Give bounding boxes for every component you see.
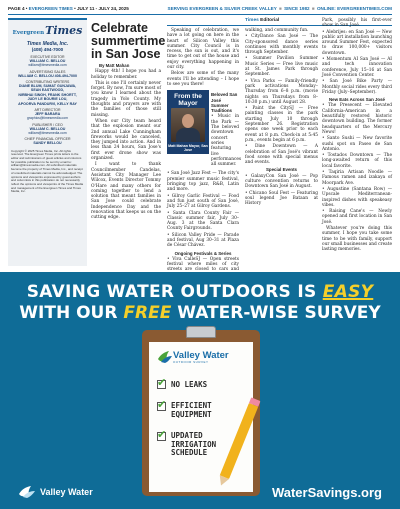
staff-person: SEAN EASTWOOD, [30, 88, 65, 93]
header-separator: ■ [279, 6, 282, 11]
from-the-mayor-box [167, 90, 209, 154]
mayor-portrait [171, 108, 205, 142]
section-title [245, 18, 279, 23]
ad-headline-easy: EASY [322, 282, 374, 302]
header-brand[interactable]: EVERGREEN TIMES [28, 6, 73, 11]
header-left [8, 6, 129, 11]
closing-paragraph: Whatever you're doing this summer, I hope you take some time to be with family, support our small businesses and create lasting memories. [322, 225, 392, 253]
article-paragraph: I want to thank Councilmember Candelas, Assistant City Manager Lee Wilcox, Events Director Tommy O'Hare and many others for coming together to lend a solution that meant families in San Jose could celebrate Independence Day and the renovation that keeps us on the cutting edge. [91, 162, 161, 221]
checklist-paper [149, 342, 253, 492]
restaurant-item: • Augustine (Santana Row) — Upscale Mediterranean-inspired dishes with speakeasy vibes. [322, 186, 392, 208]
article-headline: Celebrate summertime in San Jose [91, 21, 166, 61]
header-online[interactable]: ONLINE: EVERGREENTIMES.COM [316, 6, 392, 11]
clipboard-clip [186, 326, 216, 338]
staff-person: JUDY LE BOURIE LOU, [27, 97, 68, 102]
staff-person: WILLIAM C. BELLOU [29, 126, 66, 131]
ongoing-subheading: Ongoing Festivals & Series [174, 250, 232, 256]
paper-logo-text: Valley Water [173, 349, 229, 361]
section-title-rest: Editorial [258, 18, 280, 23]
events-subheading: Beloved San José Summer Traditions [211, 92, 238, 114]
publisher-phone[interactable]: (408) 494-7000 [31, 47, 64, 52]
event-item: • Summer Pavilion Summer Music Series — Free live music at St. James Park through September. [245, 56, 318, 78]
staff-block-writers [11, 80, 84, 106]
header-separator: ■ [311, 6, 315, 11]
staff-block-executive-editor [11, 55, 84, 68]
from-the-mayor-feature [167, 90, 242, 168]
restaurant-item: • Raising Cane's — Newly opened and first location in San José. [322, 209, 392, 225]
staff-block-publisher [11, 123, 84, 136]
water-drop-icon [157, 350, 173, 364]
staff-block-cfo [11, 137, 84, 145]
restaurant-item: • The Presecent — Elevated California-American in a beautifully restored historic downtown building. The former headquarters of the Mercury News! [322, 103, 392, 135]
staff-role: ART DIRECTOR [34, 108, 61, 113]
event-item: • Dine Downtown — A celebration of San José's vibrant food scene with special menus and events. [245, 144, 318, 166]
logo-main: Times [45, 24, 83, 37]
article-paragraph: Speaking of celebration, we have a lot going on here in the heart of Silicon Valley this summer. City Council is in recess, the sun is out, and it's time to get out of the house and enjoy everything happening in our city. [167, 28, 239, 71]
header-rule [8, 14, 392, 15]
event-item: • Paint the CitySJ — Free painting classes in the park starting July 10 through September 26. Registration opens one week prior to each event at 8 p.m. Check-in at 5:45 p.m., events begin at 6 p.m. [245, 106, 318, 143]
article-byline: By Matt Mahan [99, 63, 130, 68]
event-item: • Viva CalleSJ — Open streets festival where miles of city streets are closed to cars and [167, 256, 239, 273]
publisher-name: Times Media, Inc. [26, 41, 69, 47]
event-item: • Music in the Park — The beloved downtown concert series featuring live performances all summer. [211, 114, 242, 168]
paper-logo [157, 350, 229, 364]
portrait-face [182, 114, 194, 128]
checklist-item: EFFICIENT EQUIPMENT [171, 401, 212, 419]
event-item: • Gilroy Garlic Festival — Food and fun just south of San José, July 25–27 at Gilroy Gardens. [167, 193, 239, 210]
feature-side-text [211, 90, 242, 168]
staff-block-art-director [11, 108, 84, 121]
article-column-3 [245, 28, 318, 208]
ad-headline-b1: WITH OUR [19, 303, 124, 323]
checkmark-icon: ✔ [157, 376, 167, 389]
article-paragraph: When our City team heard that the explosion meant our 2nd annual Lake Cunningham fireworks would be canceled, they jumped into action. And in less than 24 hours, San Jose's first ever drone show was organized. [91, 118, 161, 162]
ad-headline-line-1 [0, 282, 400, 302]
header-right [168, 6, 392, 11]
copyright-notice: Copyright © 2025 Times Media, Inc. All rights reserved. The Evergreen Times prints letters to the editor and submissions of guest articles and columns for possible publication to be sent by email to: william@timesmedia.com. All submitted materials become the property of Times Media, Inc., and receipt of unsolicited materials cannot be acknowledged. The opinions and viewpoints expressed by guest authors and columnists in this publication do not necessarily reflect the opinions and viewpoints of the Times Media and management of the Evergreen Times and Times Media, Inc. [11, 148, 84, 194]
water-survey-ad[interactable] [0, 272, 400, 509]
valley-water-logo[interactable] [18, 485, 93, 499]
ad-headline-free: FREE [123, 303, 172, 323]
staff-email[interactable]: graphics@timesmedia.com [27, 116, 68, 121]
paper-logo-sub: OUTDOOR SURVEY [173, 359, 209, 364]
footer-logo-text: Valley Water [40, 487, 93, 497]
event-item: • San José Jazz Fest — The city's premier summer music festival, bringing top jazz, R&B, Latin and more. [167, 171, 239, 193]
checklist-item: UPDATED IRRIGATION SCHEDULE [171, 431, 217, 457]
staff-person: WILLIAM C. BELLOU 408-494-7000 [17, 73, 78, 78]
event-item: • Alebrijes: en San José — New public art installation launching around Summer Fest, expected to draw 100,000+ visitors downtown. [322, 29, 392, 56]
staff-person: DIANE BLUM, SUMAT GUNJAWA, [18, 84, 77, 89]
ad-footer [0, 477, 400, 509]
checkbox-no-leaks [157, 376, 167, 389]
restaurant-item: • Tostados Downtown — The long-awaited return of this local favorite. [322, 153, 392, 169]
event-item: • Santa Clara County Fair — Classic summer fair, July 30–Aug. 3 at the Santa Clara County Fairgrounds. [167, 210, 239, 232]
staff-role: PUBLISHER / CEO [32, 122, 63, 127]
event-item: Park, possibly his first-ever show in San José. [322, 18, 392, 29]
event-item: • Silicon Valley Pride — Parade and festival, Aug 30–31 at Plaza de César Chávez. [167, 232, 239, 249]
staff-person: WILLIAM C. BELLOU [29, 59, 66, 63]
staff-email[interactable]: william@timesmedia.com [28, 131, 67, 136]
staff-role: CONTRIBUTING WRITERS [25, 80, 70, 85]
checklist-item: NO LEAKS [171, 380, 208, 389]
article-paragraph: Below are some of the many events I'll be attending – I hope to see you there! [167, 71, 239, 87]
ad-headline-b2: WATER-WISE SURVEY [171, 303, 381, 323]
checkmark-icon: ✔ [157, 398, 167, 411]
from-the-mayor-title: From the Mayor [174, 93, 202, 108]
staff-role: ADVERTISING SALES [29, 69, 66, 74]
masthead-logo [11, 25, 84, 39]
header-serving: SERVING EVERGREEN & SILVER CREEK VALLEY [167, 6, 277, 11]
event-item: • GalaxyCon San José — Pop culture convention returns to Downtown San José in August. [245, 173, 318, 190]
event-item: • Chicano Soul Fest — Featuring soul legend Joe Bataan at History [245, 190, 318, 207]
staff-email[interactable]: william@timesmedia.com [28, 63, 67, 68]
new-eats-subheading: New Eats Across San José [329, 97, 385, 103]
event-item: • Momentum AI San José — AI and tech innovation conference, July 15–16 at San José Convention Center. [322, 57, 392, 78]
header-date: • JULY 11 - JULY 24, 2025 [72, 6, 129, 11]
staff-person: APOORVA PANDURVI, KELLY RAY [18, 101, 77, 106]
checkbox-irrigation-schedule [157, 428, 167, 441]
clipboard-illustration [142, 330, 260, 496]
event-item: • CityDance San José — The City-sponsored dance series continues with monthly events through September. [245, 34, 318, 56]
staff-role: CHIEF FINANCIAL OFFICER [24, 137, 71, 142]
logo-prefix: Evergreen [12, 30, 45, 36]
portrait-body [176, 128, 200, 142]
staff-person: SANDY BELLOU [33, 141, 62, 146]
page-header [8, 4, 392, 13]
article-column-1 [91, 18, 166, 222]
event-item: • San José Bike Party — Monthly social rides every third Friday (July–September). [322, 79, 392, 95]
restaurant-item: • Taqiria Artisan Noodle — Famous ramen and izakaya of Moorpark Ave. [322, 170, 392, 186]
staff-block-advertising [11, 70, 84, 78]
checkbox-efficient-equipment [157, 398, 167, 411]
header-since: SINCE 1982 [284, 6, 310, 11]
event-item: walking, and community fun. [245, 28, 309, 33]
ad-headline-a: SAVING WATER OUTDOORS IS [26, 282, 323, 302]
special-events-subheading: Special Events [266, 167, 297, 173]
article-column-4 [322, 18, 392, 253]
staff-person: JEFF BARARA [34, 112, 61, 117]
article-column-2 [167, 28, 242, 279]
article-paragraph: Happy 4th! I hope you had a holiday to remember. [91, 69, 161, 80]
checkmark-icon: ✔ [157, 428, 167, 441]
masthead-sidebar [8, 18, 87, 266]
restaurant-item: • Santo Sushi — New favorite sushi spot on Paseo de San Antonio. [322, 136, 392, 152]
ad-website-link[interactable]: WaterSavings.org [271, 485, 382, 500]
mayor-caption: Matt Mahan Mayor, San Jose [168, 144, 208, 153]
ad-headline-line-2 [0, 303, 400, 323]
event-item: • Viva Parks — Family-friendly park activations Monday–Thursday from 6–8 p.m. (movie nights on Thursdays from 8–10:30 p.m.) until August 28. [245, 78, 318, 105]
staff-person: NIRBHAI SINGH, FRANK SHORTT, [18, 92, 77, 97]
header-page-label: PAGE 4 • [8, 6, 29, 11]
article-paragraph: This is one I'll certainly never forget. By now, I'm sure most of you know I learned about the tragedy in Yolo County. My thoughts and prayers are with the families of those still missing. [91, 80, 161, 118]
section-title-brand: Times [245, 18, 259, 23]
valley-water-drop-icon [18, 485, 36, 499]
staff-role: EXECUTIVE EDITOR [30, 55, 65, 59]
